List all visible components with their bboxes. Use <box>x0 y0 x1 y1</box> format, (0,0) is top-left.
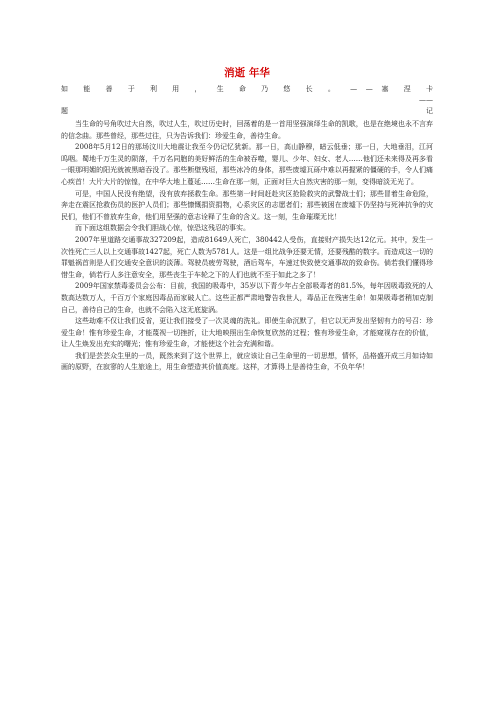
paragraph: 当生命的号角吹过大自然，吹过人生，吹过历史时，回荡着的是一首用坚强演绎生命的凯歌，也是在绝境也永不言弃的信念曲。那些曾经，那些过往，只为告诉我们：珍爱生命，善待生命。 <box>61 120 433 140</box>
paragraph: 而下面这组数据会令我们胆战心惊，惊恐这残忍的事实。 <box>75 224 250 233</box>
paragraph: 可是，中国人民没有绝望，没有放弃拯救生命。那些第一时间赶赴灾区抢险救灾的武警战士们；那些冒着生命危险，奔走在震区抢救伤员的医护人员们；那些慷慨捐资捐物，心系灾区的志愿者们；那些被困在废墟下仍坚持与死神抗争的灾民们，他们不曾放弃生命，他们用坚强的意志诠释了生命的含义。这一刻，生命璀璨无比！ <box>61 189 433 221</box>
paragraph: 2008年5月12日的那场汶川大地震让我至今仍记忆犹新。那一日，高山静穆，暗云低垂；那一日，大地垂泪，江河呜咽。蜀地千万生灵的陨落，千万名同胞的美好鲜活的生命被吞噬，婴儿、少年、妇女、老人……他们还未来得及再多看一眼那明媚的阳光就被黑暗吞没了。那些断壁残垣，那些冰冷的身体，那些废墟瓦砾中难以再握紧的僵硬的手，令人们痛心疾首！大片大片的惊惶，在中华大地上蔓延……生命在那一刻，正面对巨大自然灾害的那一刻，变得暗淡无光了。 <box>61 143 433 186</box>
epigraph-dash: —— <box>419 96 433 104</box>
epigraph-line: 如 能 善 于 利 用 ， 生 命 乃 悠 长 。 — — 塞 涅 卡 <box>61 85 433 93</box>
paragraph: 2007年里道路交通事故327209起，造成81649人死亡，380442人受伤，直接财产损失达12亿元。其中，发生一次性死亡三人以上交通事故1427起，死亡人数为5781人。这是一组比战争还要无情，还要残酷的数字。而造成这一切的罪魁祸首则是人们交通安全意识的淡薄。驾驶员疲劳驾驶，酒后驾车，车速过快致使交通事故的致命伤。倘若我们懂得珍惜生命，倘若行人多注意安全，那些丧生于车轮之下的人们也就不至于如此之多了！ <box>61 235 433 279</box>
paragraph: 这些劫难不仅让我们反省，更让我们接受了一次灵魂的洗礼。即使生命沉默了，但它以无声发出坚韧有力的号召：珍爱生命！惟有珍爱生命，才能蔑视一切挫折，让大地映照出生命恢复欣然的过程；惟有珍爱生命，才能窥视存在的价值，让人生焕发出充实的曙光；惟有珍爱生命，才能使这个社会充满和谐。 <box>61 317 433 349</box>
epigraph-label-left: 题 <box>61 107 68 115</box>
epigraph-label-row <box>61 106 433 117</box>
epigraph-label-right: 记 <box>426 107 433 115</box>
document-title: 消逝 年华 <box>224 67 270 79</box>
paragraph: 2009年国家禁毒委员会公布：目前，我国的吸毒中，35岁以下青少年占全部吸毒者的81.5%，每年因吸毒致死的人数高达数万人，千百万个家庭因毒品而家破人亡。这些正都严肃地警告我世人，毒品正在残害生命！如果吸毒者稍加克制自己，善待自己的生命，也就不会陷入这无底旋涡。 <box>61 282 433 314</box>
paragraph: 我们是芸芸众生里的一员，既然来到了这个世界上，就应该让自己生命里的一切思想，情怀，品格盛开成三月如诗如画的原野，在寂寥的人生旅途上，用生命塑造其价值高度。这样，才算得上是善待生命，不负年华！ <box>61 351 433 372</box>
epigraph <box>61 84 433 117</box>
document-page <box>61 66 433 374</box>
